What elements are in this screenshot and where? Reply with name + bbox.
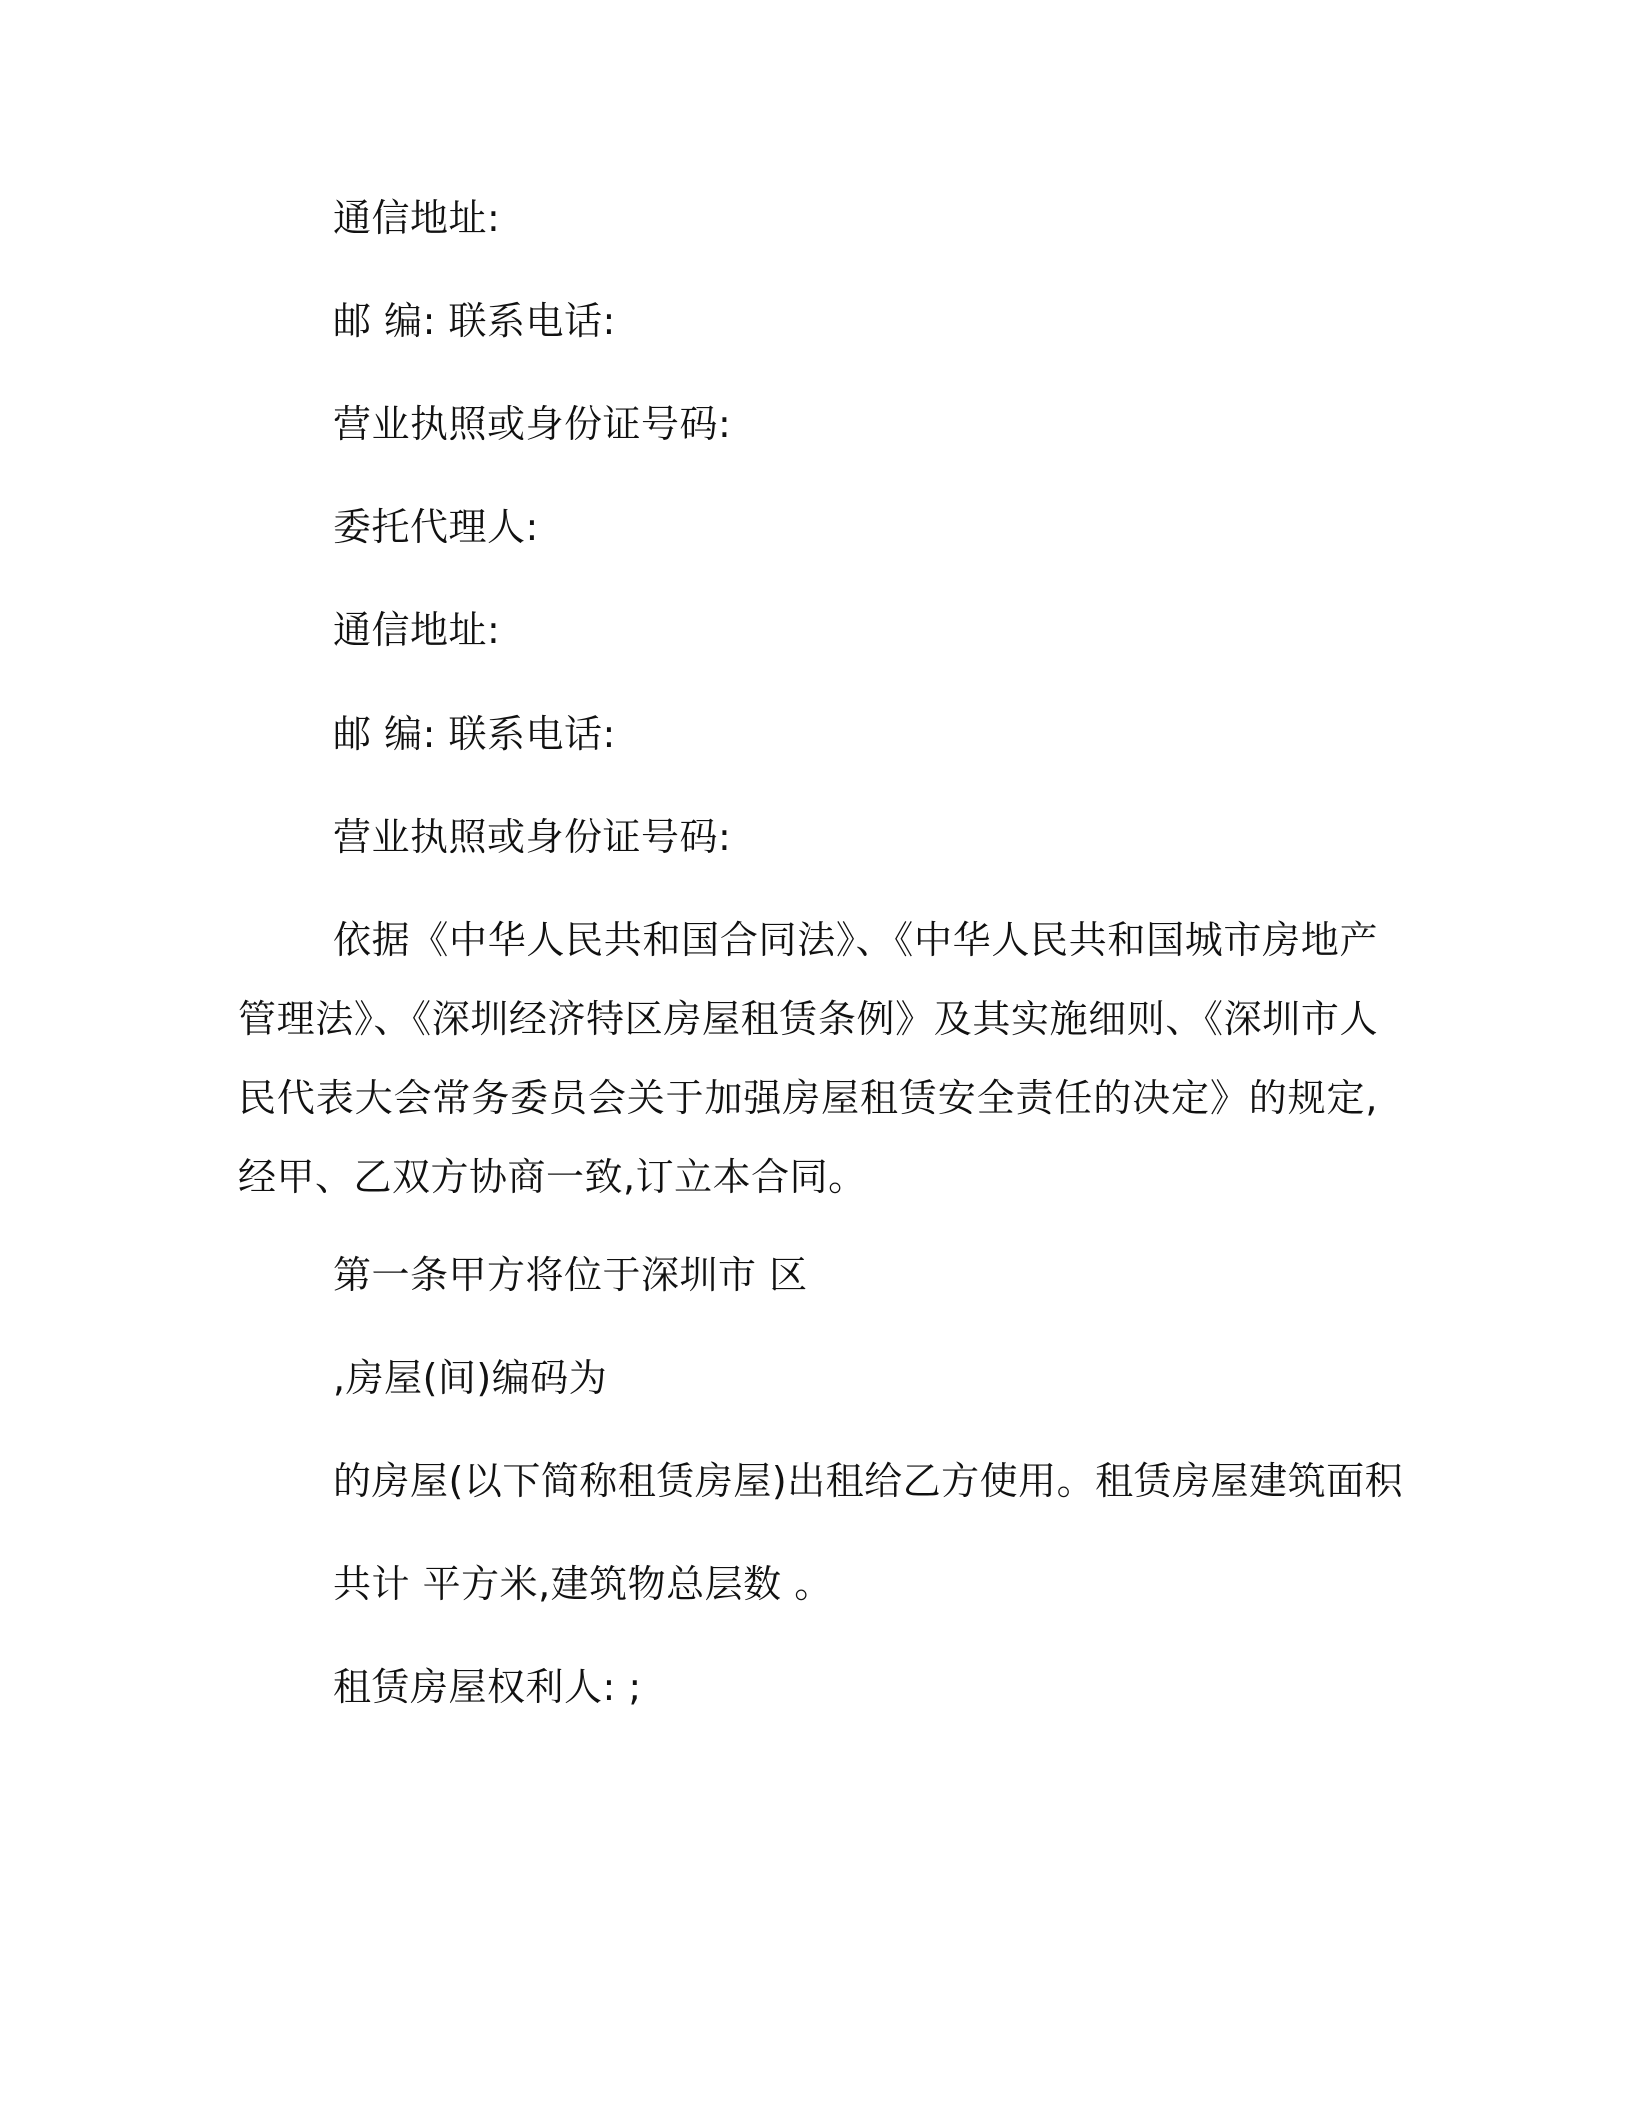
- party-postal-phone-label: 邮 编: 联系电话:: [333, 299, 616, 343]
- article-1-line-1: 第一条甲方将位于深圳市 区: [333, 1253, 808, 1297]
- agent-license-id-label: 营业执照或身份证号码:: [333, 815, 732, 859]
- preamble-paragraph: 依据《中华人民共和国合同法》、《中华人民共和国城市房地产管理法》、《深圳经济特区房屋租赁条例》及其实施细则、《深圳市人民代表大会常务委员会关于加强房屋租赁安全责任的决定》的规定,经甲、乙双方协商一致,订立本合同。: [238, 918, 1378, 1199]
- agent-label: 委托代理人:: [333, 505, 539, 549]
- owner-label: 租赁房屋权利人: ;: [333, 1665, 642, 1709]
- article-1-line-2: ,房屋(间)编码为: [333, 1356, 608, 1400]
- party-address-label: 通信地址:: [333, 196, 501, 240]
- article-1-line-4: 共计 平方米,建筑物总层数 。: [333, 1562, 833, 1606]
- article-1-line-3: 的房屋(以下简称租赁房屋)出租给乙方使用。租赁房屋建筑面积: [333, 1459, 1404, 1503]
- agent-postal-phone-label: 邮 编: 联系电话:: [333, 712, 616, 756]
- party-license-id-label: 营业执照或身份证号码:: [333, 402, 732, 446]
- agent-address-label: 通信地址:: [333, 608, 501, 652]
